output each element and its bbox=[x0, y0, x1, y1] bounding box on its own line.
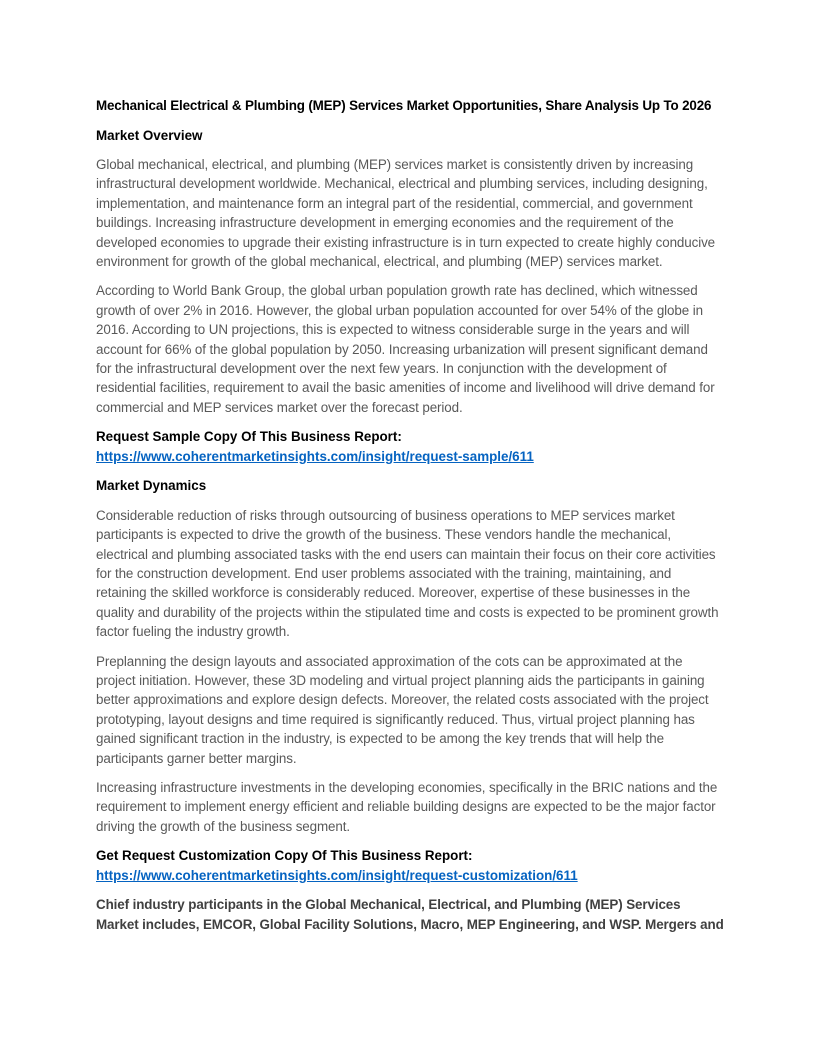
customization-request-block bbox=[96, 846, 724, 885]
market-overview-heading: Market Overview bbox=[96, 127, 203, 143]
market-overview-paragraph-1: Global mechanical, electrical, and plumbing (MEP) services market is consistently driven by increasing infrastructural development worldwide. Mechanical, electrical and plumbing services, including designing, implementation, and maintenance form an integral part of the residential, commercial, and government buildings. Increasing infrastructure development in emerging economies and the requirement of the developed economies to upgrade their existing infrastructure is in turn expected to create highly conducive environment for growth of the global mechanical, electrical, and plumbing (MEP) services market. bbox=[96, 157, 716, 270]
document-page bbox=[96, 96, 724, 934]
market-dynamics-paragraph-3: Increasing infrastructure investments in the developing economies, specifically in the BRIC nations and the requirement to implement energy efficient and reliable building designs are expected to be the major factor driving the growth of the business segment. bbox=[96, 780, 718, 834]
sample-request-label: Request Sample Copy Of This Business Report: bbox=[96, 429, 402, 445]
sample-request-link[interactable]: https://www.coherentmarketinsights.com/insight/request-sample/611 bbox=[96, 448, 534, 464]
document-title: Mechanical Electrical & Plumbing (MEP) Services Market Opportunities, Share Analysis Up To 2026 bbox=[96, 98, 712, 113]
market-overview-paragraph-2: According to World Bank Group, the global urban population growth rate has declined, which witnessed growth of over 2% in 2016. However, the global urban population accounted for over 54% of the globe in 2016. According to UN projections, this is expected to witness considerable surge in the years and will account for 66% of the global population by 2050. Increasing urbanization will present significant demand for the infrastructural development over the next few years. In conjunction with the development of residential facilities, requirement to avail the basic amenities of income and livelihood will drive demand for commercial and MEP services market over the forecast period. bbox=[96, 283, 715, 415]
customization-request-label: Get Request Customization Copy Of This Business Report: bbox=[96, 848, 473, 864]
customization-request-link[interactable]: https://www.coherentmarketinsights.com/insight/request-customization/611 bbox=[96, 867, 578, 883]
market-dynamics-heading: Market Dynamics bbox=[96, 478, 207, 494]
market-dynamics-paragraph-1: Considerable reduction of risks through outsourcing of business operations to MEP services market participants is expected to drive the growth of the business. These vendors handle the mechanical, electrical and plumbing associated tasks with the end users can maintain their focus on their core activities for the construction development. End user problems associated with the training, maintaining, and retaining the skilled workforce is considerably reduced. Moreover, expertise of these businesses in the quality and durability of the projects within the stipulated time and costs is expected to be prominent growth factor fueling the industry growth. bbox=[96, 507, 719, 640]
participants-paragraph: Chief industry participants in the Global Mechanical, Electrical, and Plumbing (MEP) Services Market includes, EMCOR, Global Facility Solutions, Macro, MEP Engineering, and WSP. Mergers and bbox=[96, 897, 724, 932]
market-dynamics-paragraph-2: Preplanning the design layouts and associated approximation of the cots can be approximated at the project initiation. However, these 3D modeling and virtual project planning aids the participants in gaining better approximations and explore design defects. Moreover, the related costs associated with the project prototyping, layout designs and time required is significantly reduced. Thus, virtual project planning has gained significant traction in the industry, is expected to be among the key trends that will help the participants garner better margins. bbox=[96, 653, 709, 766]
sample-request-block bbox=[96, 427, 724, 466]
